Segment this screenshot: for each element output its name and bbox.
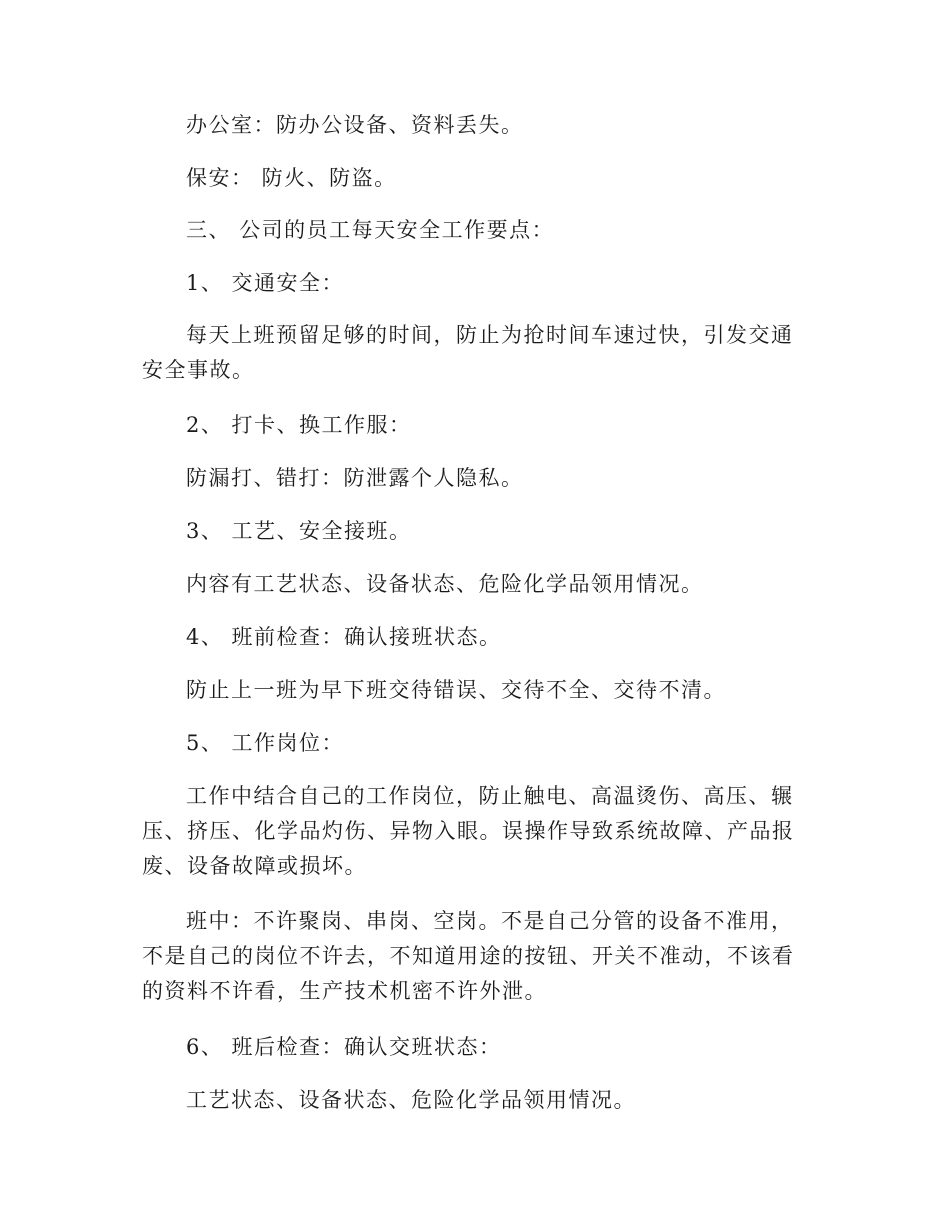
paragraph-during-shift: 班中：不许聚岗、串岗、空岗。不是自己分管的设备不准用，不是自己的岗位不许去，不知道用途的按钮、开关不准动，不该看的资料不许看，生产技术机密不许外泄。 bbox=[142, 909, 795, 1003]
paragraph-work-post: 工作中结合自己的工作岗位，防止触电、高温烫伤、高压、辗压、挤压、化学品灼伤、异物入眼。误操作导致系统故障、产品报废、设备故障或损坏。 bbox=[142, 784, 795, 878]
paragraph-traffic-safety: 每天上班预留足够的时间，防止为抢时间车速过快，引发交通安全事故。 bbox=[142, 323, 794, 382]
heading-item-1: 1、 交通安全： bbox=[186, 271, 345, 295]
paragraph-handover-content: 内容有工艺状态、设备状态、危险化学品领用情况。 bbox=[186, 572, 704, 596]
paragraph-clock-in: 防漏打、错打：防泄露个人隐私。 bbox=[186, 466, 524, 490]
paragraph-office: 办公室：防办公设备、资料丢失。 bbox=[186, 113, 524, 137]
heading-item-5: 5、 工作岗位： bbox=[186, 731, 345, 755]
paragraph-security: 保安： 防火、防盗。 bbox=[186, 166, 397, 190]
paragraph-pre-shift-check: 防止上一班为早下班交待错误、交待不全、交待不清。 bbox=[186, 678, 726, 702]
heading-item-6: 6、 班后检查：确认交班状态： bbox=[186, 1035, 502, 1059]
heading-section-three: 三、 公司的员工每天安全工作要点： bbox=[186, 218, 555, 242]
paragraph-post-shift-check: 工艺状态、设备状态、危险化学品领用情况。 bbox=[186, 1088, 636, 1112]
heading-item-2: 2、 打卡、换工作服： bbox=[186, 413, 412, 437]
heading-item-3: 3、 工艺、安全接班。 bbox=[186, 519, 412, 543]
heading-item-4: 4、 班前检查：确认接班状态。 bbox=[186, 625, 502, 649]
